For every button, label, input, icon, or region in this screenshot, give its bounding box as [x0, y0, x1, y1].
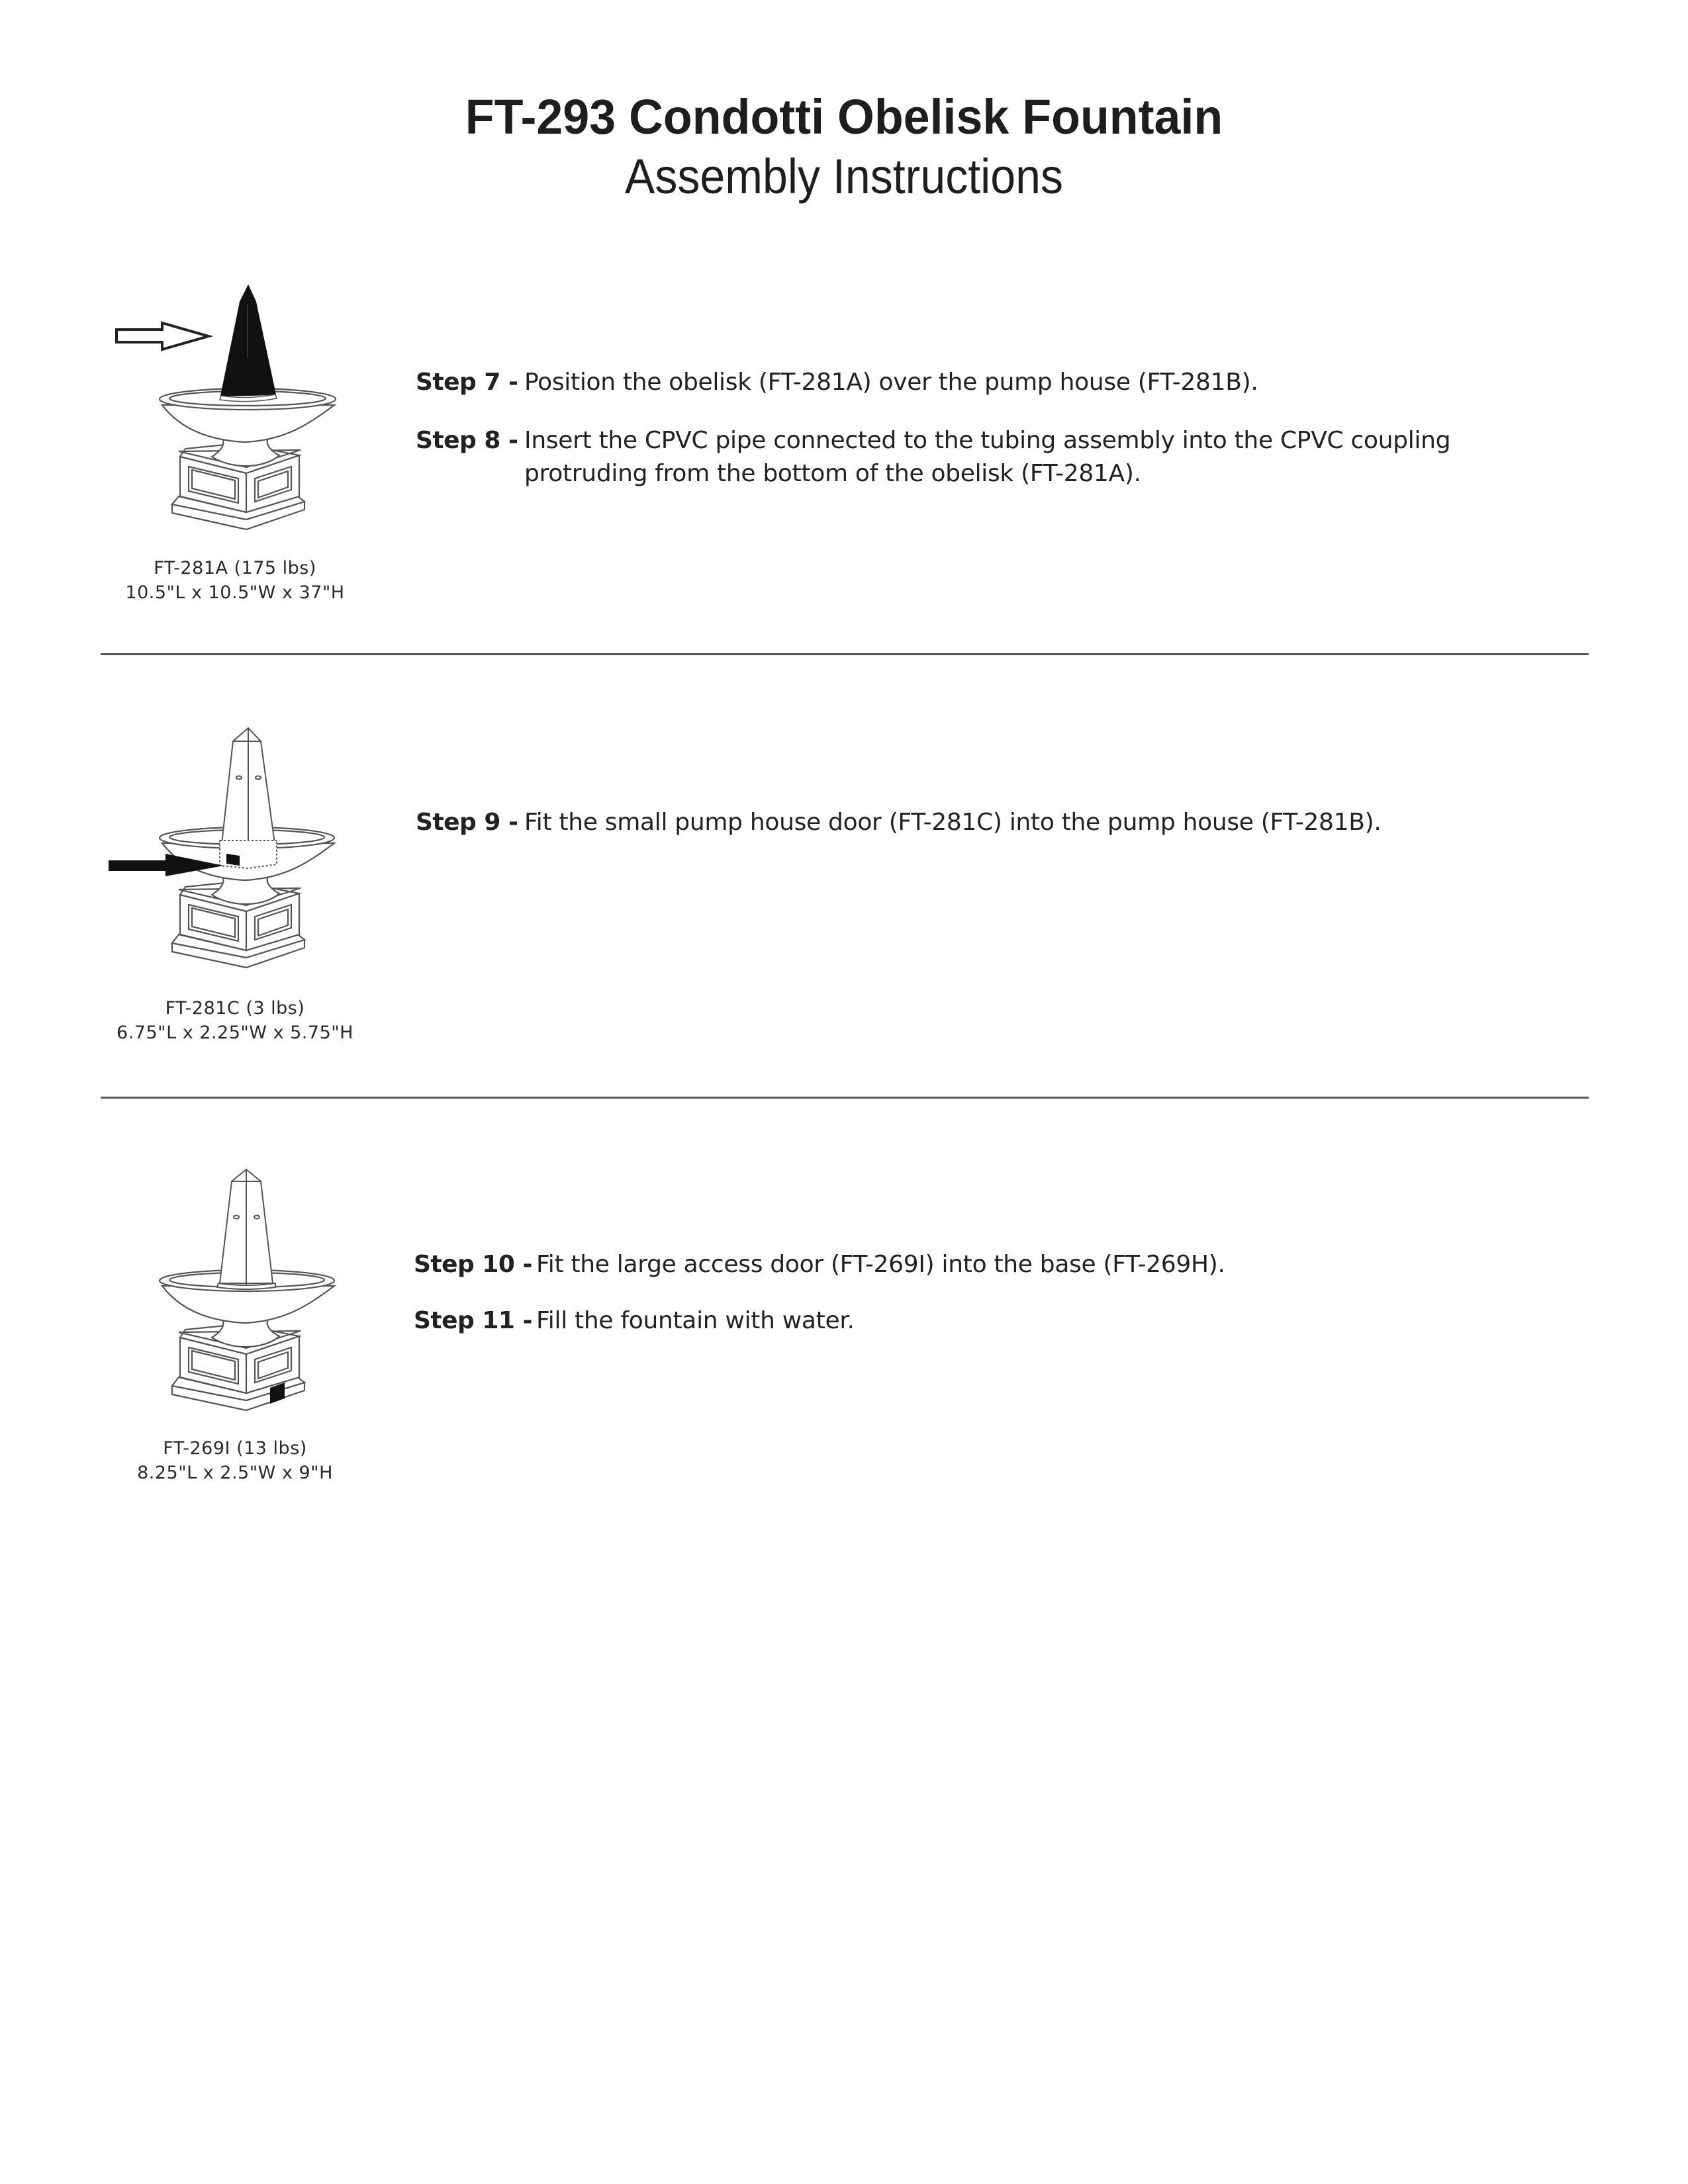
part-number-weight: FT-281C (3 lbs)	[165, 998, 305, 1019]
step-text: Fill the fountain with water.	[536, 1307, 855, 1334]
step-label: Step 8 -	[416, 427, 518, 454]
page-title: FT-293 Condotti Obelisk Fountain	[465, 89, 1223, 144]
section-divider	[101, 1097, 1589, 1099]
part-dimensions: 8.25"L x 2.5"W x 9"H	[137, 1463, 333, 1483]
obelisk-highlight	[220, 286, 277, 402]
section-divider	[101, 653, 1589, 655]
part-dimensions: 10.5"L x 10.5"W x 37"H	[125, 582, 345, 603]
part-caption-ft-281a	[96, 556, 374, 605]
outline-arrow-right-icon	[117, 323, 209, 349]
part-number-weight: FT-281A (175 lbs)	[154, 558, 316, 578]
step-text: Position the obelisk (FT-281A) over the pump house (FT-281B).	[524, 369, 1258, 396]
obelisk-placement-illustration-icon	[106, 278, 357, 543]
access-door-illustration-icon	[99, 1161, 351, 1426]
step-text: Fit the large access door (FT-269I) into the base (FT-269H).	[536, 1251, 1225, 1278]
part-caption-ft-269i	[96, 1436, 374, 1485]
step-label: Step 7 -	[416, 369, 518, 396]
step-text: Insert the CPVC pipe connected to the tubing assembly into the CPVC coupling protruding from the bottom of the obelisk (FT-281A).	[524, 427, 1451, 487]
part-dimensions: 6.75"L x 2.25"W x 5.75"H	[117, 1023, 353, 1043]
step-label: Step 9 -	[416, 809, 518, 836]
part-number-weight: FT-269I (13 lbs)	[163, 1438, 307, 1459]
pump-house-door-illustration-icon	[99, 721, 351, 986]
part-caption-ft-281c	[96, 996, 374, 1045]
page-subtitle: Assembly Instructions	[624, 149, 1064, 204]
pump-house-door-highlight	[226, 854, 240, 866]
step-label: Step 10 -	[414, 1251, 532, 1278]
step-label: Step 11 -	[414, 1307, 532, 1334]
step-text: Fit the small pump house door (FT-281C) into the pump house (FT-281B).	[524, 809, 1382, 836]
